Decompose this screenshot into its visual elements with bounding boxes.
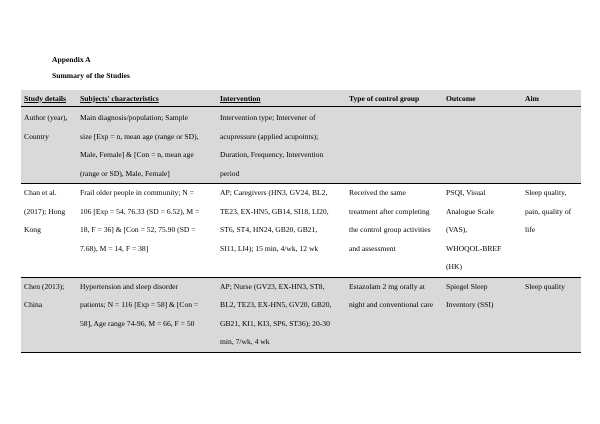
summary-table: [21, 90, 581, 353]
outcome-cell: Spiegel Sleep Inventory (SSI): [443, 277, 522, 352]
subjects-cell: Frail older people in community; N = 106 [Exp = 54, 76.33 (SD = 6.52), M = 18, F = 36] & [Con = 52, 75.90 (SD = 7.68), M = 14, F = 38]: [77, 184, 217, 278]
study-cell: Chen (2013); China: [21, 277, 77, 352]
table-title: Summary of the Studies: [52, 71, 130, 80]
column-header: Outcome: [443, 90, 522, 107]
study-cell: Chan et al. (2017); Hong Kong: [21, 184, 77, 278]
outcome-cell: [443, 107, 522, 184]
control-cell: Estazolam 2 mg orally at night and conventional care: [346, 277, 443, 352]
aim-cell: [522, 107, 581, 184]
outcome-cell: PSQI, Visual Analogue Scale (VAS), WHOQOL-BREF (HK): [443, 184, 522, 278]
subjects-cell: Hypertension and sleep disorder patients; N = 116 [Exp = 58] & [Con = 58], Age range 74-96, M = 66, F = 50: [77, 277, 217, 352]
header-row: [21, 90, 581, 107]
intervention-cell: AP; Nurse (GV23, EX-HN3, ST8, BL2, TE23, EX-HN5, GV20, GB20, GB21, KI1, KI3, SP6, ST36); 20-30 min, 7/wk, 4 wk: [217, 277, 346, 352]
column-header: Study details: [21, 90, 77, 107]
table-row: [21, 277, 581, 352]
table-row: [21, 184, 581, 278]
column-header: Subjects' characteristics: [77, 90, 217, 107]
column-header: Aim: [522, 90, 581, 107]
appendix-label: Appendix A: [52, 55, 91, 64]
intervention-cell: AP; Caregivers (HN3, GV24, BL2, TE23, EX-HN5, GB14, SI18, LI20, ST6, ST4, HN24, GB20, GB21, SI11, LI4); 15 min, 4/wk, 12 wk: [217, 184, 346, 278]
aim-cell: Sleep quality: [522, 277, 581, 352]
control-cell: [346, 107, 443, 184]
column-header: Intervention: [217, 90, 346, 107]
column-header: Type of control group: [346, 90, 443, 107]
intervention-cell: Intervention type; Intervener of acupressure (applied acupoints); Duration, Frequency, Intervention period: [217, 107, 346, 184]
subjects-cell: Main diagnosis/population; Sample size [Exp = n, mean age (range or SD), Male, Female] & [Con = n, mean age (range or SD), Male, Female]: [77, 107, 217, 184]
table-row: [21, 107, 581, 184]
aim-cell: Sleep quality, pain, quality of life: [522, 184, 581, 278]
study-cell: Author (year), Country: [21, 107, 77, 184]
control-cell: Received the same treatment after completing the control group activities and assessment: [346, 184, 443, 278]
